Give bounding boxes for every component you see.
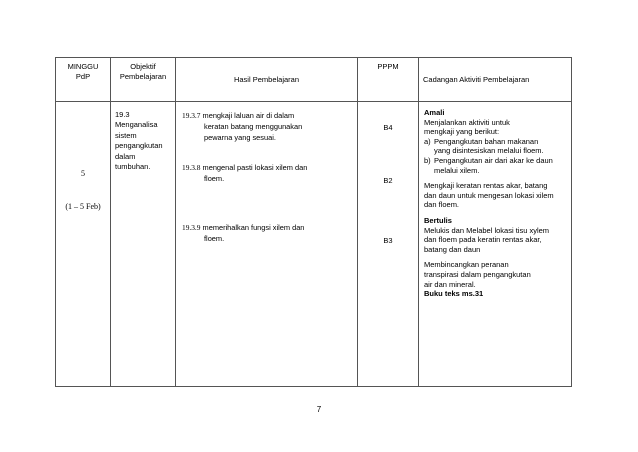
objektif-line: pengangkutan	[115, 141, 163, 151]
bincang-line: air dan mineral.	[424, 279, 476, 289]
pppm-code: B4	[383, 123, 393, 132]
keratan-line: dan daun untuk mengesan lokasi xilem	[424, 190, 554, 200]
hasil-text: mengkaji laluan air di dalam	[202, 111, 295, 120]
hasil-text: mengenal pasti lokasi xilem dan	[202, 163, 308, 172]
week-number: 5	[81, 169, 85, 178]
header-minggu-line-1: MINGGU	[67, 62, 99, 71]
header-objektif-line-2: Pembelajaran	[119, 72, 167, 81]
hasil-text-cont: keratan batang menggunakan	[204, 122, 303, 131]
objektif-line: sistem	[115, 130, 137, 140]
keratan-line: dan floem.	[424, 200, 460, 210]
bincang-line: Membincangkan peranan	[424, 260, 509, 270]
amali-line: mengkaji yang berikut:	[424, 127, 500, 137]
header-objektif	[111, 58, 176, 102]
header-minggu	[56, 58, 111, 102]
week-row	[56, 102, 572, 387]
hasil-code: 19.3.9	[182, 223, 201, 232]
pppm-cell	[358, 102, 419, 387]
page-number: 7	[316, 405, 322, 414]
hasil-code: 19.3.7	[182, 111, 201, 120]
keratan-line: Mengkaji keratan rentas akar, batang	[424, 181, 548, 191]
list-marker: b)	[424, 155, 431, 165]
bincang-line: transpirasi dalam pengangkutan	[424, 269, 531, 279]
hasil-text: memerihalkan fungsi xilem dan	[202, 223, 305, 232]
hasil-text-cont: floem.	[204, 234, 225, 243]
buku-teks-reference: Buku teks ms.31	[424, 289, 484, 299]
list-text: Pengangkutan bahan makanan	[434, 136, 539, 146]
pppm-code: B3	[383, 236, 393, 245]
amali-list-item	[424, 137, 567, 156]
objektif-line: tumbuhan.	[115, 162, 151, 172]
cadangan-cell	[419, 102, 572, 387]
hasil-code: 19.3.8	[182, 163, 201, 172]
amali-line: Menjalankan aktiviti untuk	[424, 117, 510, 127]
objektif-line: dalam	[115, 151, 136, 161]
hasil-item	[182, 110, 353, 143]
amali-title: Amali	[424, 108, 445, 117]
hasil-text-cont: pewarna yang sesuai.	[204, 133, 276, 142]
header-pppm: PPPM	[358, 58, 419, 102]
hasil-text-cont: floem.	[204, 174, 225, 183]
lesson-plan-table	[55, 57, 572, 387]
objektif-line: Menganalisa	[115, 120, 158, 130]
bertulis-line: batang dan daun	[424, 244, 481, 254]
hasil-cell	[176, 102, 358, 387]
minggu-cell	[56, 102, 111, 387]
objektif-line: 19.3	[115, 110, 130, 119]
list-text-cont: yang disintesiskan melalui floem.	[434, 146, 544, 156]
bertulis-title: Bertulis	[424, 215, 452, 225]
bertulis-line: dan floem pada keratin rentas akar,	[424, 235, 542, 245]
hasil-item	[182, 162, 353, 184]
objektif-cell	[111, 102, 176, 387]
header-hasil: Hasil Pembelajaran	[176, 58, 358, 102]
header-row	[56, 58, 572, 102]
list-marker: a)	[424, 136, 431, 146]
header-objektif-line-1: Objektif	[130, 62, 156, 71]
list-text: Pengangkutan air dari akar ke daun	[434, 155, 553, 165]
list-text-cont: melalui xilem.	[434, 165, 480, 175]
header-minggu-line-2: PdP	[75, 72, 91, 81]
hasil-item	[182, 222, 353, 244]
pppm-code: B2	[383, 176, 393, 185]
amali-list-item	[424, 156, 567, 175]
bertulis-line: Melukis dan Melabel lokasi tisu xylem	[424, 225, 550, 235]
header-cadangan: Cadangan Aktiviti Pembelajaran	[419, 58, 572, 102]
week-date-range: (1 – 5 Feb)	[65, 202, 101, 211]
